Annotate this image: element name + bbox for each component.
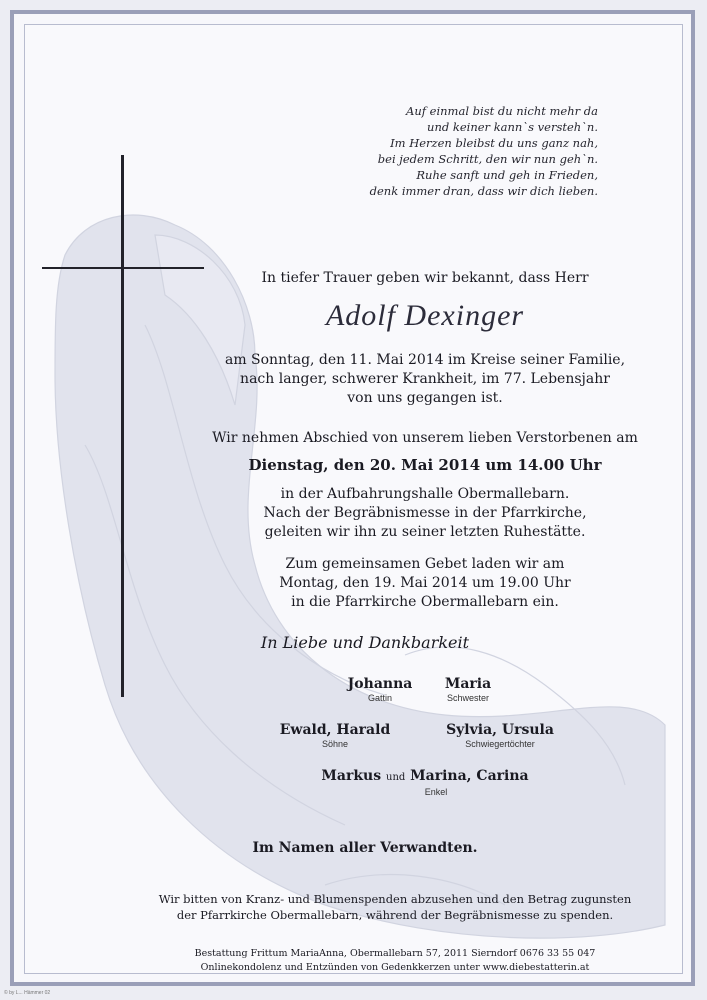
poem-line: Im Herzen bleibst du uns ganz nah, (390, 136, 598, 150)
donation-line: Wir bitten von Kranz- und Blumenspenden abzusehen und den Betrag zugunsten (158, 892, 632, 906)
poem-line: Ruhe sanft und geh in Frieden, (416, 168, 598, 182)
mourner-role: Schwiegertöchter (465, 739, 535, 749)
footer-line: Onlinekondolenz und Entzünden von Gedenkkerzen unter www.diebestatterin.at (200, 962, 590, 973)
death-line: von uns gegangen ist. (347, 390, 503, 406)
mourner-grandchildren (295, 767, 555, 798)
mourner-role: Söhne (321, 739, 349, 749)
mourner-names (295, 767, 555, 787)
card-page (24, 24, 683, 974)
prayer-line: in die Pfarrkirche Obermallebarn ein. (291, 594, 559, 610)
death-line: nach langer, schwerer Krankheit, im 77. Lebensjahr (240, 371, 610, 387)
image-credit: © by L... Hämmer 02 (4, 990, 51, 996)
cross-vertical-bar (121, 155, 124, 697)
mourner-maria (433, 675, 503, 704)
death-notice (185, 351, 665, 408)
mourner-ewald-harald (275, 721, 395, 750)
poem-line: Auf einmal bist du nicht mehr da (406, 104, 598, 118)
closing-phrase: In Liebe und Dankbarkeit (260, 633, 470, 652)
mourner-name: Sylvia, Ursula (446, 722, 554, 738)
death-line: am Sonntag, den 11. Mai 2014 im Kreise seiner Familie, (224, 352, 626, 368)
mourner-role: Schwester (446, 693, 490, 703)
mourner-sylvia-ursula (440, 721, 560, 750)
prayer-invitation (185, 555, 665, 612)
mourner-role: Enkel (424, 787, 448, 797)
mourner-name: Markus (321, 768, 382, 784)
poem-line: bei jedem Schritt, den wir nun geh`n. (377, 152, 598, 166)
footer-line: Bestattung Frittum MariaAnna, Obermallebarn 57, 2011 Sierndorf 0676 33 55 047 (194, 948, 596, 959)
poem-line: denk immer dran, dass wir dich lieben. (369, 184, 598, 198)
prayer-line: Zum gemeinsamen Gebet laden wir am (285, 556, 565, 572)
poem-line: und keiner kann`s versteh`n. (427, 120, 598, 134)
mourner-name: Ewald, Harald (279, 722, 391, 738)
mourner-name: Marina, Carina (410, 768, 529, 784)
announcement-text: In tiefer Trauer geben wir bekannt, dass Herr (261, 270, 589, 286)
undertaker-footer (155, 947, 635, 974)
funeral-line: in der Aufbahrungshalle Obermallebarn. (280, 486, 570, 502)
donation-request (115, 891, 675, 923)
funeral-date: Dienstag, den 20. Mai 2014 um 14.00 Uhr (248, 456, 602, 474)
funeral-line: geleiten wir ihn zu seiner letzten Ruhestätte. (264, 524, 586, 540)
relatives-line: Im Namen aller Verwandten. (252, 840, 478, 856)
memorial-poem (370, 103, 598, 199)
funeral-details (185, 485, 665, 542)
donation-line: der Pfarrkirche Obermallebarn, während der Begräbnismesse zu spenden. (176, 908, 614, 922)
mourner-name: Johanna (347, 676, 413, 692)
cross-horizontal-bar (42, 267, 204, 269)
farewell-intro: Wir nehmen Abschied von unserem lieben Verstorbenen am (212, 430, 638, 446)
mourner-name: Maria (444, 676, 492, 692)
funeral-line: Nach der Begräbnismesse in der Pfarrkirche, (263, 505, 587, 521)
prayer-line: Montag, den 19. Mai 2014 um 19.00 Uhr (279, 575, 571, 591)
mourner-johanna (335, 675, 425, 704)
mourner-role: Gattin (367, 693, 392, 703)
deceased-name: Adolf Dexinger (325, 299, 525, 332)
conjunction: und (386, 772, 406, 783)
